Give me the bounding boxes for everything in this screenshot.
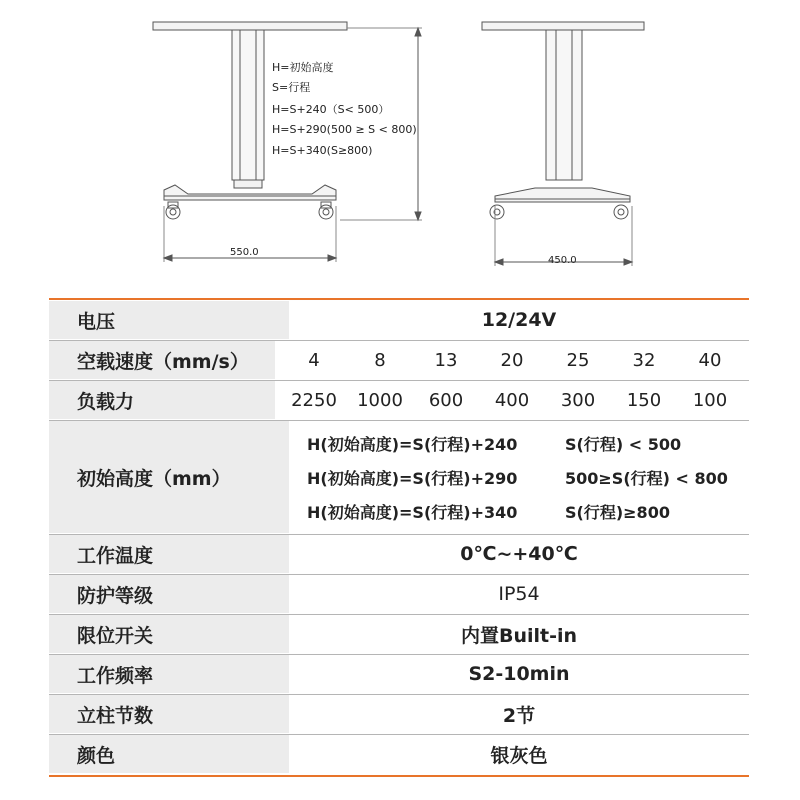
formula-row [307,460,728,494]
formula: H(初始高度)=S(行程)+340 [307,502,518,522]
load-value: 300 [560,389,596,411]
spec-row-protection [49,575,749,613]
spec-row-initial-height [49,421,749,533]
technical-drawing [0,0,800,290]
spec-row-temperature [49,535,749,573]
speed-value: 13 [434,349,458,371]
spec-value: 12/24V [481,309,557,331]
bottom-accent-line [49,775,749,777]
spec-row-voltage [49,301,749,339]
spec-label: 防护等级 [49,575,289,613]
spec-label: 工作温度 [49,535,289,573]
load-value: 1000 [357,389,403,411]
spec-value: 银灰色 [490,744,548,767]
condition: S(行程)≥800 [565,502,670,522]
spec-row-color [49,735,749,773]
speed-value: 40 [698,349,722,371]
spec-row-column-sections [49,695,749,733]
spec-row-limit-switch [49,615,749,653]
spec-value: 2节 [502,704,536,727]
spec-value: 内置Built-in [460,624,578,647]
spec-label: 初始高度（mm） [49,421,289,533]
spec-label: 颜色 [49,735,289,773]
spec-label: 限位开关 [49,615,289,653]
spec-label: 立柱节数 [49,695,289,733]
speed-value: 4 [308,349,320,371]
spec-row-frequency [49,655,749,693]
legend-line-4: H=S+290(500 ≥ S < 800) [272,123,417,136]
legend-line-2: S=行程 [272,81,311,94]
initial-height-formulas [289,421,749,533]
spec-row-load [49,381,749,419]
side-view [482,22,644,266]
spec-value: 0℃~+40℃ [460,543,578,565]
load-value: 400 [494,389,530,411]
formula: H(初始高度)=S(行程)+240 [307,434,518,454]
speed-value: 8 [374,349,386,371]
load-value: 150 [626,389,662,411]
speed-value: 25 [566,349,590,371]
load-value: 2250 [291,389,337,411]
formula: H(初始高度)=S(行程)+290 [307,468,518,488]
front-view [153,22,422,262]
speed-value: 32 [632,349,656,371]
spec-label: 电压 [49,301,289,339]
speed-values [275,341,749,379]
top-accent-line [49,298,749,300]
legend-line-3: H=S+240（S< 500） [272,103,390,116]
spec-label: 空载速度（mm/s） [49,341,275,379]
formula-row [307,494,670,528]
side-width-label: 450.0 [548,255,577,266]
load-value: 600 [428,389,464,411]
spec-value: S2-10min [468,663,570,685]
load-value: 100 [692,389,728,411]
spec-row-speed [49,341,749,379]
condition: S(行程) < 500 [565,434,682,454]
legend-line-1: H=初始高度 [272,61,334,74]
condition: 500≥S(行程) < 800 [565,468,728,488]
spec-label: 负载力 [49,381,275,419]
speed-value: 20 [500,349,524,371]
legend-line-5: H=S+340(S≥800) [272,144,373,157]
spec-value: IP54 [498,583,540,605]
load-values [275,381,749,419]
front-width-label: 550.0 [230,247,259,258]
formula-row [307,426,681,460]
spec-label: 工作频率 [49,655,289,693]
